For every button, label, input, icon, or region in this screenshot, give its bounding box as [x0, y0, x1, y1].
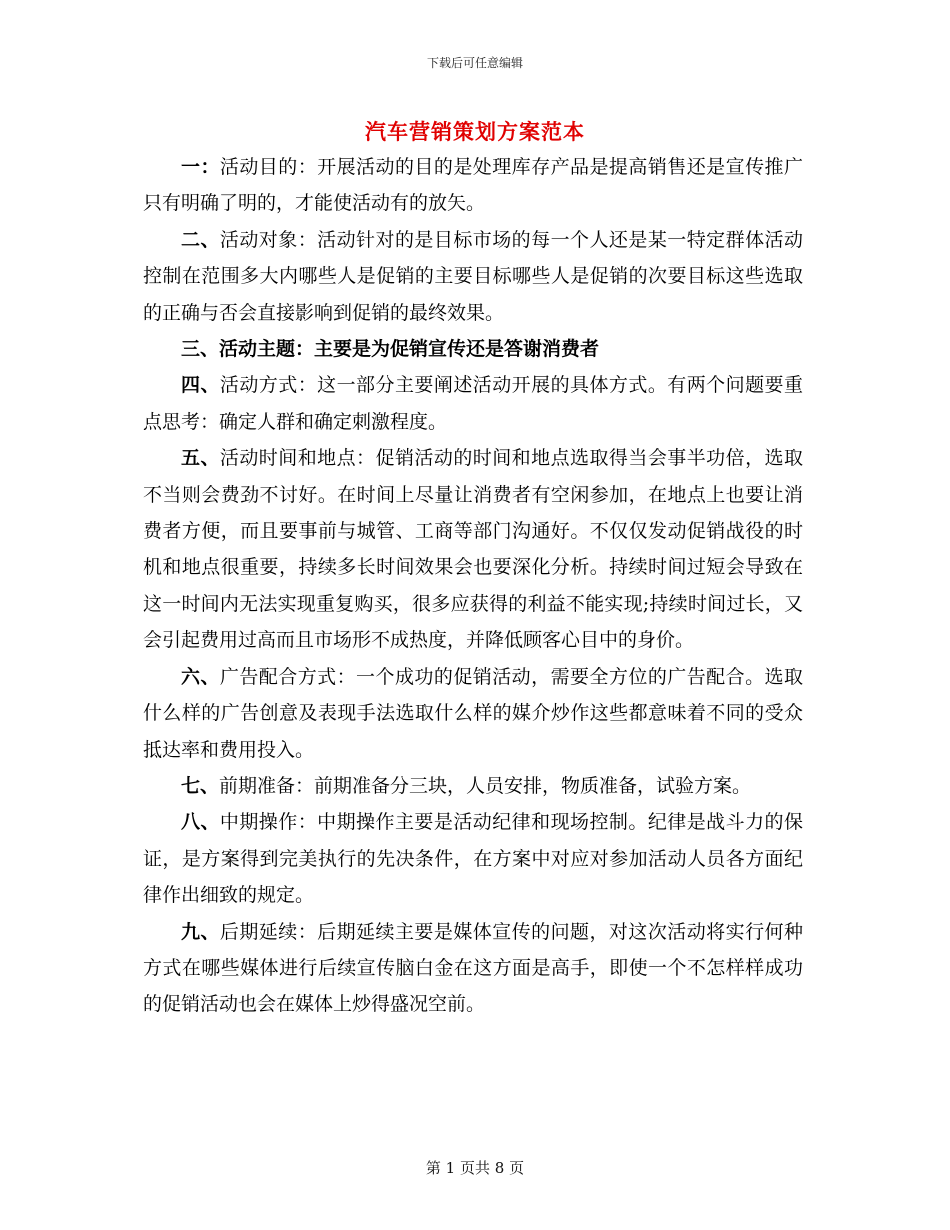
document-title: 汽车营销策划方案范本	[365, 119, 585, 144]
paragraph-text: 活动时间和地点：促销活动的时间和地点选取得当会事半功倍，选取不当则会费劲不讨好。在时间上尽量让消费者有空闲参加，在地点上也要让消费者方便，而且要事前与城管、工商等部门沟通好。不仅仅发动促销战役的时机和地点很重要，持续多长时间效果会也要深化分析。持续时间过短会导致在这一时间内无法实现重复购买，很多应获得的利益不能实现;持续时间过长，又会引起费用过高而且市场形不成热度，并降低顾客心目中的身价。	[143, 447, 803, 652]
paragraph-number: 一：	[181, 156, 220, 178]
paragraph-number: 八、	[181, 811, 220, 834]
paragraph-time-place	[143, 440, 803, 658]
page-header-note: 下载后可任意编辑	[426, 56, 523, 70]
paragraph-text: 活动对象：活动针对的是目标市场的每一个人还是某一特定群体活动控制在范围多大内哪些人是促销的主要目标哪些人是促销的次要目标这些选取的正确与否会直接影响到促销的最终效果。	[143, 228, 803, 324]
paragraph-followup	[143, 914, 803, 1023]
paragraph-operation	[143, 804, 803, 913]
paragraph-text: 活动主题：主要是为促销宣传还是答谢消费者	[219, 338, 600, 361]
paragraph-text: 活动目的：开展活动的目的是处理库存产品是提高销售还是宣传推广只有明确了明的，才能使活动有的放矢。	[143, 156, 803, 215]
paragraph-preparation	[143, 768, 803, 804]
paragraph-number: 四、	[181, 374, 220, 397]
paragraph-text: 广告配合方式：一个成功的促销活动，需要全方位的广告配合。选取什么样的广告创意及表现手法选取什么样的媒介炒作这些都意味着不同的受众抵达率和费用投入。	[143, 665, 803, 761]
page-footer-number: 第 1 页共 8 页	[425, 1159, 525, 1177]
paragraph-advertising	[143, 659, 803, 768]
paragraph-number: 六、	[181, 665, 220, 688]
paragraph-number: 五、	[181, 447, 220, 470]
paragraph-number: 九、	[181, 920, 220, 943]
paragraph-method	[143, 367, 803, 440]
document-body	[143, 149, 803, 1023]
paragraph-text: 前期准备：前期准备分三块，人员安排，物质准备，试验方案。	[219, 774, 752, 797]
paragraph-number: 七、	[181, 774, 220, 797]
paragraph-number: 三、	[181, 338, 220, 361]
paragraph-theme	[143, 331, 803, 367]
paragraph-text: 活动方式：这一部分主要阐述活动开展的具体方式。有两个问题要重点思考：确定人群和确定刺激程度。	[143, 374, 803, 433]
paragraph-audience	[143, 222, 803, 331]
paragraph-number: 二、	[181, 228, 220, 251]
paragraph-text: 中期操作：中期操作主要是活动纪律和现场控制。纪律是战斗力的保证，是方案得到完美执行的先决条件，在方案中对应对参加活动人员各方面纪律作出细致的规定。	[143, 811, 803, 907]
paragraph-text: 后期延续：后期延续主要是媒体宣传的问题，对这次活动将实行何种方式在哪些媒体进行后续宣传脑白金在这方面是高手，即使一个不怎样样成功的促销活动也会在媒体上炒得盛况空前。	[143, 920, 803, 1016]
paragraph-purpose	[143, 149, 803, 222]
